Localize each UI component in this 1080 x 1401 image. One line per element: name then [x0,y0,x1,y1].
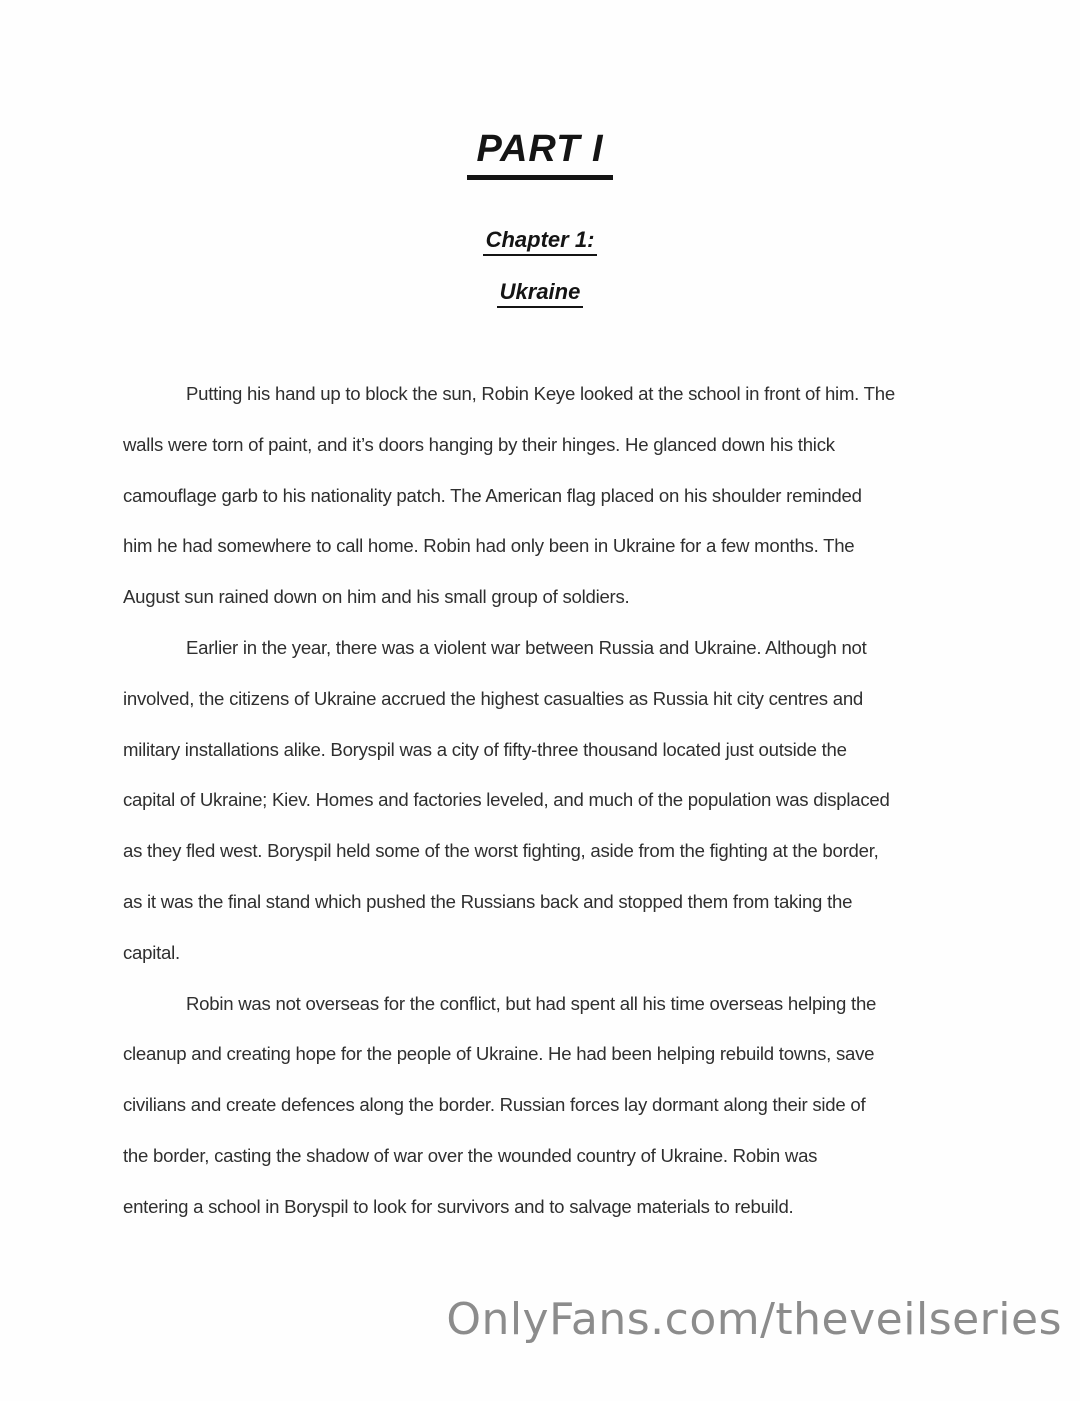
paragraph [123,979,957,1233]
part-heading-row [0,128,1080,180]
text-line: Robin was not overseas for the conflict, but had spent all his time overseas helping the [186,992,877,1014]
text-line: him he had somewhere to call home. Robin had only been in Ukraine for a few months. The [123,535,855,557]
watermark: OnlyFans.com/theveilseries [446,1294,1062,1345]
chapter-heading-row [0,227,1080,256]
paragraph [123,369,957,623]
text-line: the border, casting the shadow of war over the wounded country of Ukraine. Robin was [123,1144,818,1166]
chapter-name-row [0,279,1080,308]
text-line: Earlier in the year, there was a violent war between Russia and Ukraine. Although not [186,636,867,658]
body-text [123,369,957,1233]
text-line: military installations alike. Boryspil was a city of fifty-three thousand located just outside the [123,738,847,760]
text-line: capital. [123,941,180,963]
text-line: civilians and create defences along the border. Russian forces lay dormant along their side of [123,1094,866,1116]
text-line: August sun rained down on him and his small group of soldiers. [123,586,630,608]
paragraph [123,623,957,979]
chapter-heading: Chapter 1: [483,227,598,256]
chapter-name: Ukraine [497,279,584,308]
text-line: walls were torn of paint, and it’s doors hanging by their hinges. He glanced down his thick [123,433,835,455]
text-line: involved, the citizens of Ukraine accrued the highest casualties as Russia hit city centres and [123,687,864,709]
part-heading: PART I [467,128,612,180]
text-line: cleanup and creating hope for the people of Ukraine. He had been helping rebuild towns, save [123,1043,875,1065]
text-line: Putting his hand up to block the sun, Robin Keye looked at the school in front of him. The [186,383,895,404]
text-line: entering a school in Boryspil to look for survivors and to salvage materials to rebuild. [123,1195,794,1217]
text-line: as they fled west. Boryspil held some of the worst fighting, aside from the fighting at the border, [123,840,879,862]
text-line: as it was the final stand which pushed the Russians back and stopped them from taking the [123,890,853,912]
text-line: camouflage garb to his nationality patch. The American flag placed on his shoulder reminded [123,484,862,506]
text-line: capital of Ukraine; Kiev. Homes and factories leveled, and much of the population was displaced [123,789,890,811]
